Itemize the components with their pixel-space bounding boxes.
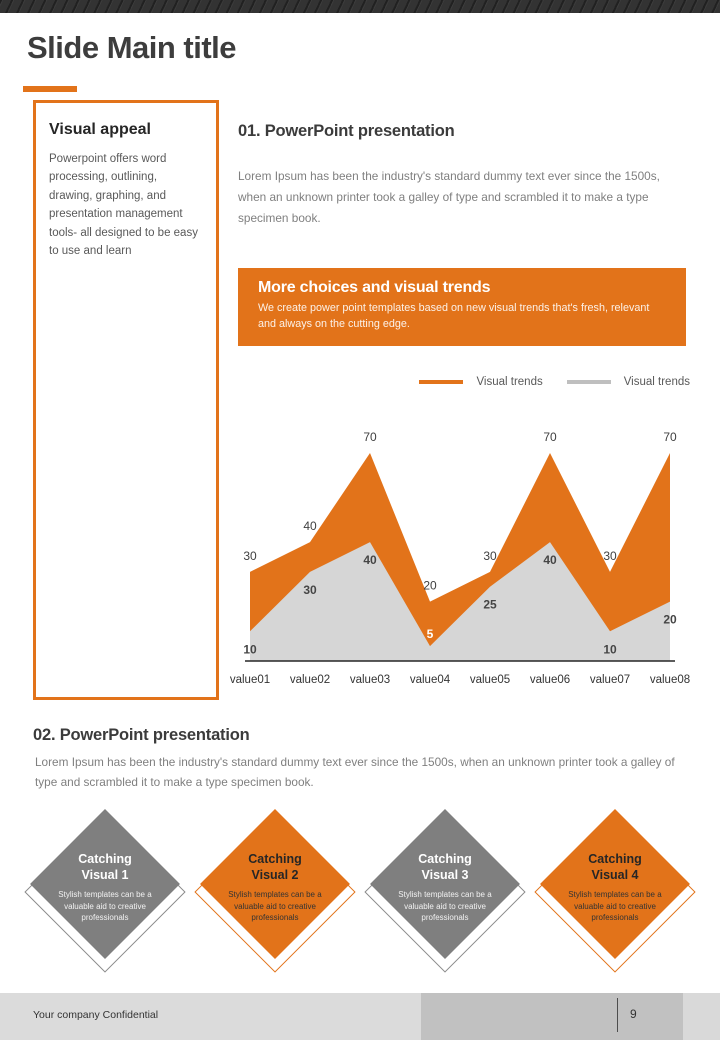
chart-value-label: 30 xyxy=(483,548,497,563)
diamond-text xyxy=(549,852,681,924)
chart-value-label: 10 xyxy=(243,642,257,657)
slide-footer xyxy=(0,993,720,1040)
diamond-title: Catching Visual 4 xyxy=(588,852,642,882)
chart-value-label: 40 xyxy=(363,553,377,568)
area-chart xyxy=(230,403,690,693)
diamond-text xyxy=(379,852,511,924)
chart-value-label: 70 xyxy=(363,430,377,444)
legend-item-orange xyxy=(419,376,542,388)
callout-subtitle: We create power point templates based on new visual trends that's fresh, relevant and always on the cutting edge. xyxy=(258,302,650,330)
footer-confidential-text: Your company Confidential xyxy=(33,1009,159,1021)
diamond-text xyxy=(209,852,341,924)
chart-value-label: 70 xyxy=(663,430,677,444)
footer-right-band xyxy=(683,993,720,1040)
diamond-title: Catching Visual 1 xyxy=(78,852,132,882)
diamond-body: Stylish templates can be a valuable aid to creative professionals xyxy=(568,890,662,923)
section-01-heading: 01. PowerPoint presentation xyxy=(238,122,455,140)
chart-value-label: 70 xyxy=(543,430,557,444)
callout-title: More choices and visual trends xyxy=(258,279,491,296)
diamond-catching-visual-4 xyxy=(535,808,695,968)
callout-box xyxy=(238,268,686,346)
section-02-paragraph: Lorem Ipsum has been the industry's standard dummy text ever since the 1500s, when an unknown printer took a galley of type and scrambled it to make a type specimen book. xyxy=(35,755,675,790)
chart-value-label: 5 xyxy=(426,627,434,642)
chart-value-label: 20 xyxy=(423,578,437,593)
x-axis-category-label: value06 xyxy=(529,674,571,686)
x-axis-category-label: value07 xyxy=(589,674,631,686)
top-texture-bar xyxy=(0,0,720,13)
chart-value-label: 30 xyxy=(243,548,257,563)
diamond-title: Catching Visual 3 xyxy=(418,852,472,882)
legend-item-gray xyxy=(567,376,690,388)
legend-swatch-orange xyxy=(419,380,463,384)
legend-label-orange: Visual trends xyxy=(476,376,543,388)
diamond-catching-visual-1 xyxy=(25,808,185,968)
area-chart-svg xyxy=(230,403,690,693)
x-axis-category-label: value05 xyxy=(469,674,511,686)
visual-appeal-panel xyxy=(33,100,219,700)
footer-mid-band xyxy=(421,993,683,1040)
x-axis-category-label: value08 xyxy=(649,674,691,686)
visual-appeal-title: Visual appeal xyxy=(49,121,151,138)
visual-appeal-body: Powerpoint offers word processing, outlining, drawing, graphing, and presentation management tools- all designed to be easy to use and learn xyxy=(49,153,198,257)
slide-main-title: Slide Main title xyxy=(27,30,237,65)
chart-value-label: 25 xyxy=(483,597,497,612)
chart-value-label: 10 xyxy=(603,642,617,657)
page-number: 9 xyxy=(630,1007,637,1021)
title-accent-underline xyxy=(23,86,77,92)
x-axis-category-label: value02 xyxy=(289,674,331,686)
chart-value-label: 20 xyxy=(663,612,677,627)
chart-value-label: 40 xyxy=(303,519,317,534)
section-02-heading: 02. PowerPoint presentation xyxy=(33,726,250,744)
diamond-body: Stylish templates can be a valuable aid to creative professionals xyxy=(228,890,322,923)
chart-legend xyxy=(238,372,690,392)
chart-value-label: 40 xyxy=(543,553,557,568)
diamond-catching-visual-2 xyxy=(195,808,355,968)
x-axis-category-label: value03 xyxy=(349,674,391,686)
chart-value-label: 30 xyxy=(603,548,617,563)
x-axis-category-label: value04 xyxy=(409,674,451,686)
legend-swatch-gray xyxy=(567,380,611,384)
section-01-paragraph: Lorem Ipsum has been the industry's standard dummy text ever since the 1500s, when an unknown printer took a galley of type and scrambled it to make a type specimen book. xyxy=(238,169,660,225)
chart-value-label: 30 xyxy=(303,582,317,597)
diamond-body: Stylish templates can be a valuable aid to creative professionals xyxy=(398,890,492,923)
diamond-catching-visual-3 xyxy=(365,808,525,968)
legend-label-gray: Visual trends xyxy=(623,376,690,388)
footer-divider-line xyxy=(617,998,618,1032)
diamond-title: Catching Visual 2 xyxy=(248,852,302,882)
diamond-body: Stylish templates can be a valuable aid to creative professionals xyxy=(58,890,152,923)
x-axis-category-label: value01 xyxy=(229,674,271,686)
diamond-text xyxy=(39,852,171,924)
